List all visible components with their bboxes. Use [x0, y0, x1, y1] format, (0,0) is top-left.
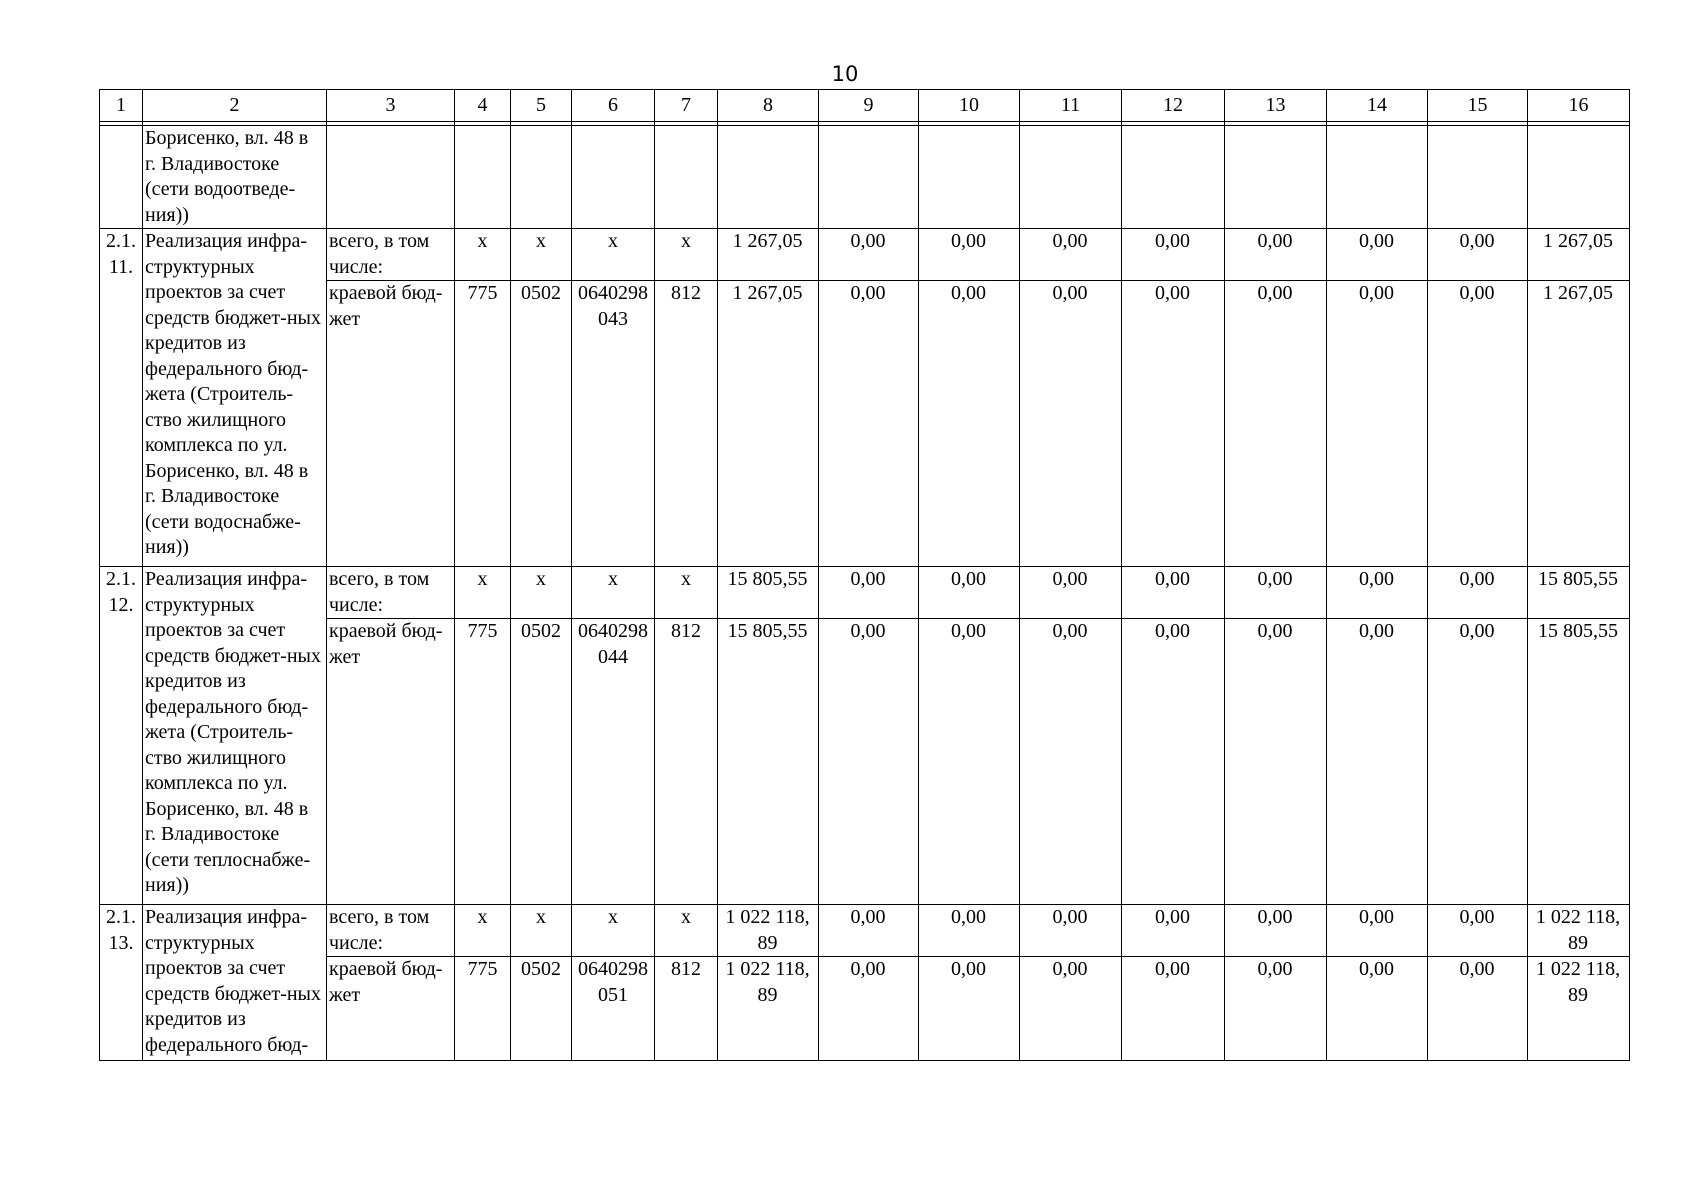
amount: 0,00: [1020, 905, 1122, 957]
amount: 0,00: [1122, 281, 1225, 567]
cell: 812: [655, 619, 718, 905]
col-header: 11: [1020, 90, 1122, 122]
item-name: Реализация инфра-структурных проектов за счет средств бюджет-ных кредитов из федерального бюд-жета (Строитель-ство жилищного комплекса по ул. Борисенко, вл. 48 в г. Владивостоке (сети теплоснабже-ния)): [143, 567, 327, 905]
amount: 0,00: [1327, 957, 1428, 1061]
amount: 1 022 118, 89: [718, 905, 819, 957]
amount: 1 267,05: [718, 229, 819, 281]
cell: 0640298 051: [572, 957, 655, 1061]
amount: 0,00: [1428, 905, 1528, 957]
amount: 0,00: [1428, 957, 1528, 1061]
table-row: [100, 126, 1630, 229]
table-row: [100, 905, 1630, 957]
cell: 775: [455, 619, 511, 905]
item-name: Реализация инфра-структурных проектов за счет средств бюджет-ных кредитов из федерального бюд-жета (Строитель-ство жилищного комплекса по ул. Борисенко, вл. 48 в г. Владивостоке (сети водоснабже-ния)): [143, 229, 327, 567]
cell: 0502: [511, 957, 572, 1061]
amount: 0,00: [1327, 229, 1428, 281]
cell: x: [455, 567, 511, 619]
col-header: 10: [919, 90, 1020, 122]
budget-table: [99, 89, 1630, 1061]
amount: 0,00: [1020, 281, 1122, 567]
amount: 0,00: [1020, 619, 1122, 905]
amount: 0,00: [1327, 567, 1428, 619]
col-header: 15: [1428, 90, 1528, 122]
col-header: 2: [143, 90, 327, 122]
amount: 0,00: [1327, 905, 1428, 957]
amount: 0,00: [1122, 957, 1225, 1061]
amount: 0,00: [1428, 619, 1528, 905]
page-number: 10: [831, 62, 859, 86]
col-header: 12: [1122, 90, 1225, 122]
amount: 0,00: [1122, 229, 1225, 281]
funding-source: краевой бюд-жет: [327, 619, 455, 905]
cell: x: [455, 905, 511, 957]
cell: x: [572, 567, 655, 619]
cell: 775: [455, 957, 511, 1061]
cell: x: [511, 905, 572, 957]
amount: 15 805,55: [718, 619, 819, 905]
amount: 0,00: [1122, 905, 1225, 957]
amount: 1 022 118, 89: [718, 957, 819, 1061]
col-header: 8: [718, 90, 819, 122]
amount: 0,00: [919, 905, 1020, 957]
amount: 0,00: [819, 229, 919, 281]
cell: x: [655, 567, 718, 619]
col-header: 6: [572, 90, 655, 122]
cell: 0502: [511, 281, 572, 567]
cell: 0502: [511, 619, 572, 905]
amount: 0,00: [819, 957, 919, 1061]
amount: 0,00: [1225, 619, 1327, 905]
cell: x: [511, 229, 572, 281]
amount: 0,00: [1428, 567, 1528, 619]
amount: 1 022 118, 89: [1528, 905, 1630, 957]
col-header: 1: [100, 90, 143, 122]
cell: 0640298 043: [572, 281, 655, 567]
amount: 1 267,05: [1528, 281, 1630, 567]
amount: 15 805,55: [1528, 567, 1630, 619]
header-row: [100, 90, 1630, 122]
amount: 0,00: [819, 567, 919, 619]
cell: x: [455, 229, 511, 281]
col-header: 9: [819, 90, 919, 122]
col-header: 13: [1225, 90, 1327, 122]
amount: 0,00: [1428, 281, 1528, 567]
amount: 1 267,05: [1528, 229, 1630, 281]
cell: x: [655, 905, 718, 957]
amount: 0,00: [1225, 957, 1327, 1061]
amount: 0,00: [1327, 619, 1428, 905]
cell: x: [572, 905, 655, 957]
funding-source: краевой бюд-жет: [327, 957, 455, 1061]
amount: 1 267,05: [718, 281, 819, 567]
cell: x: [655, 229, 718, 281]
amount: 0,00: [1122, 619, 1225, 905]
amount: 0,00: [1225, 567, 1327, 619]
funding-source: краевой бюд-жет: [327, 281, 455, 567]
amount: 0,00: [1225, 229, 1327, 281]
col-header: 14: [1327, 90, 1428, 122]
amount: 0,00: [1020, 957, 1122, 1061]
cell: 812: [655, 957, 718, 1061]
amount: 0,00: [819, 619, 919, 905]
amount: 15 805,55: [718, 567, 819, 619]
amount: 0,00: [1020, 229, 1122, 281]
col-header: 16: [1528, 90, 1630, 122]
item-number: 2.1. 12.: [100, 567, 143, 905]
amount: 0,00: [819, 281, 919, 567]
amount: 0,00: [919, 619, 1020, 905]
amount: 15 805,55: [1528, 619, 1630, 905]
item-number: 2.1. 11.: [100, 229, 143, 567]
amount: 0,00: [919, 229, 1020, 281]
cell: 0640298 044: [572, 619, 655, 905]
amount: 0,00: [919, 281, 1020, 567]
cell: 812: [655, 281, 718, 567]
item-name: Реализация инфра-структурных проектов за счет средств бюджет-ных кредитов из федерального бюд-: [143, 905, 327, 1061]
cell: 775: [455, 281, 511, 567]
funding-source: всего, в том числе:: [327, 567, 455, 619]
col-header: 3: [327, 90, 455, 122]
amount: 0,00: [1428, 229, 1528, 281]
cell: x: [572, 229, 655, 281]
amount: 0,00: [819, 905, 919, 957]
table-row: [100, 567, 1630, 619]
table-row: [100, 619, 1630, 905]
amount: 0,00: [1122, 567, 1225, 619]
funding-source: всего, в том числе:: [327, 905, 455, 957]
cell: x: [511, 567, 572, 619]
col-header: 5: [511, 90, 572, 122]
amount: 1 022 118, 89: [1528, 957, 1630, 1061]
col-header: 4: [455, 90, 511, 122]
amount: 0,00: [1225, 281, 1327, 567]
item-name: Борисенко, вл. 48 в г. Владивостоке (сети водоотведе-ния)): [143, 126, 327, 229]
col-header: 7: [655, 90, 718, 122]
amount: 0,00: [919, 567, 1020, 619]
funding-source: всего, в том числе:: [327, 229, 455, 281]
table-row: [100, 229, 1630, 281]
table-row: [100, 957, 1630, 1061]
table-row: [100, 281, 1630, 567]
amount: 0,00: [919, 957, 1020, 1061]
item-number: 2.1. 13.: [100, 905, 143, 1061]
amount: 0,00: [1020, 567, 1122, 619]
amount: 0,00: [1225, 905, 1327, 957]
amount: 0,00: [1327, 281, 1428, 567]
